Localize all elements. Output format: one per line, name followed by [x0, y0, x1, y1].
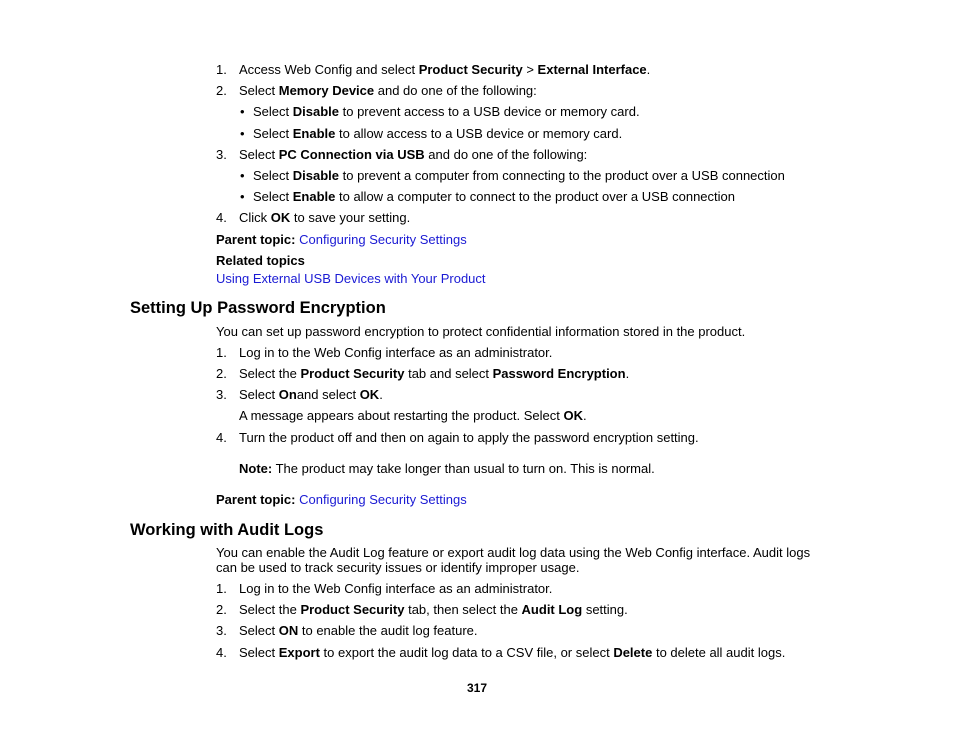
bold-text: OK	[270, 210, 291, 225]
step-text	[239, 623, 478, 639]
step-number: 2.	[216, 602, 227, 617]
section-intro-line: can be used to track security issues or identify improper usage.	[216, 560, 580, 575]
text: A message appears about restarting the product. Select	[239, 408, 564, 423]
bold-text: Product Security	[418, 62, 523, 77]
text: .	[379, 387, 383, 402]
step-text: Turn the product off and then on again to apply the password encryption setting.	[239, 430, 699, 445]
step-text	[239, 387, 383, 403]
text: and do one of the following:	[424, 147, 588, 162]
section-intro: You can set up password encryption to protect confidential information stored in the product.	[216, 324, 746, 339]
step-text: Log in to the Web Config interface as an administrator.	[239, 581, 553, 596]
text: Access Web Config and select	[239, 62, 419, 77]
text: Select	[253, 168, 293, 183]
section-heading: Working with Audit Logs	[130, 521, 324, 539]
bold-text: On	[278, 387, 297, 402]
bold-text: Related topics	[216, 253, 305, 268]
parent-topic-link[interactable]: Configuring Security Settings	[299, 492, 467, 507]
step-text	[239, 83, 537, 99]
text: Select	[239, 83, 279, 98]
bold-text: Password Encryption	[492, 366, 626, 381]
text: Select	[253, 189, 293, 204]
bold-text: Audit Log	[521, 602, 583, 617]
step-text	[239, 366, 629, 382]
step-text	[239, 210, 410, 226]
text: and do one of the following:	[374, 83, 537, 98]
bold-text: Enable	[292, 189, 336, 204]
text: Select	[239, 387, 279, 402]
bold-text: OK	[563, 408, 583, 423]
step-number: 1.	[216, 581, 227, 596]
step-text	[239, 645, 785, 661]
text: Select the	[239, 366, 301, 381]
text: to delete all audit logs.	[652, 645, 786, 660]
text: .	[625, 366, 630, 381]
text: to allow access to a USB device or memory card.	[335, 126, 623, 141]
text: Select	[239, 147, 279, 162]
text: tab and select	[404, 366, 493, 381]
text: Select	[253, 126, 293, 141]
text: to allow a computer to connect to the product over a USB connection	[335, 189, 735, 204]
bold-text: PC Connection via USB	[278, 147, 425, 162]
parent-topic-link[interactable]: Configuring Security Settings	[299, 232, 467, 247]
bold-text: Disable	[292, 168, 339, 183]
step-number: 4.	[216, 645, 227, 660]
note-text: The product may take longer than usual to turn on. This is normal.	[272, 461, 655, 476]
parent-topic	[216, 492, 467, 508]
bold-text: Product Security	[300, 602, 405, 617]
text: Select the	[239, 602, 301, 617]
parent-topic-label: Parent topic:	[216, 492, 296, 507]
step-text	[239, 602, 628, 618]
section-intro-line: You can enable the Audit Log feature or export audit log data using the Web Config interface. Audit logs	[216, 545, 811, 560]
page-number: 317	[466, 681, 488, 695]
bullet-text	[253, 126, 622, 142]
bullet: •	[240, 189, 245, 204]
bullet-text	[253, 104, 640, 120]
note-label: Note:	[239, 461, 273, 476]
bold-text: Export	[278, 645, 320, 660]
step-text: Log in to the Web Config interface as an administrator.	[239, 345, 553, 360]
text: and select	[296, 387, 360, 402]
bold-text: Product Security	[300, 366, 405, 381]
text: .	[646, 62, 651, 77]
text: to save your setting.	[290, 210, 411, 225]
text: tab, then select the	[404, 602, 522, 617]
step-text	[239, 147, 587, 163]
bold-text: Memory Device	[278, 83, 375, 98]
text: .	[582, 408, 587, 423]
bold-text: ON	[278, 623, 299, 638]
step-number: 4.	[216, 210, 227, 225]
text: Select	[239, 623, 279, 638]
step-number: 1.	[216, 62, 227, 77]
parent-topic	[216, 232, 467, 248]
parent-topic-label: Parent topic:	[216, 232, 296, 247]
bullet: •	[240, 126, 245, 141]
step-number: 2.	[216, 366, 227, 381]
step-number: 4.	[216, 430, 227, 445]
bold-text: Enable	[292, 126, 336, 141]
bullet-text	[253, 189, 735, 205]
bullet-text	[253, 168, 785, 184]
text: Select	[253, 104, 293, 119]
step-number: 3.	[216, 387, 227, 402]
step-subtext	[239, 408, 587, 424]
bold-text: OK	[359, 387, 380, 402]
note	[239, 461, 655, 477]
step-number: 1.	[216, 345, 227, 360]
section-heading: Setting Up Password Encryption	[130, 299, 386, 317]
text: to export the audit log data to a CSV file, or select	[319, 645, 614, 660]
related-topics-label	[216, 253, 305, 269]
bullet: •	[240, 104, 245, 119]
bold-text: Disable	[292, 104, 339, 119]
text: Select	[239, 645, 279, 660]
step-number: 3.	[216, 623, 227, 638]
text: to prevent a computer from connecting to the product over a USB connection	[339, 168, 785, 183]
text: >	[522, 62, 538, 77]
text: to prevent access to a USB device or memory card.	[339, 104, 640, 119]
bold-text: External Interface	[537, 62, 647, 77]
bullet: •	[240, 168, 245, 183]
text: Click	[239, 210, 271, 225]
bold-text: Delete	[613, 645, 653, 660]
text: setting.	[582, 602, 628, 617]
step-number: 3.	[216, 147, 227, 162]
step-text	[239, 62, 650, 78]
step-number: 2.	[216, 83, 227, 98]
text: to enable the audit log feature.	[298, 623, 478, 638]
related-topic-link[interactable]: Using External USB Devices with Your Product	[216, 271, 486, 286]
